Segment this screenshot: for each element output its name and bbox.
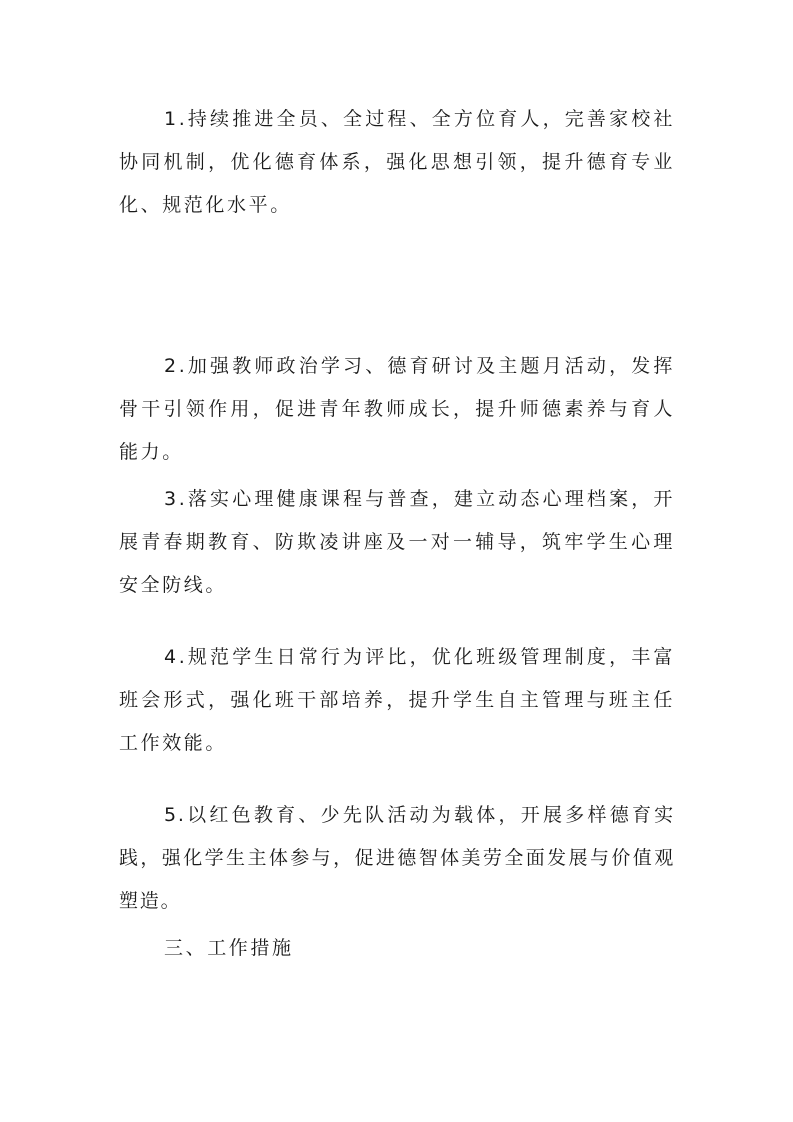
paragraph-goal-5: 5.以红色教育、少先队活动为载体，开展多样德育实践，强化学生主体参与，促进德智体美劳全面发展与价值观塑造。 (119, 804, 675, 912)
paragraph-goal-3: 3.落实心理健康课程与普查，建立动态心理档案，开展青春期教育、防欺凌讲座及一对一辅导，筑牢学生心理安全防线。 (119, 488, 675, 596)
paragraph-goal-4: 4.规范学生日常行为评比，优化班级管理制度，丰富班会形式，强化班干部培养，提升学生自主管理与班主任工作效能。 (119, 646, 675, 754)
paragraph-goal-1: 1.持续推进全员、全过程、全方位育人，完善家校社协同机制，优化德育体系，强化思想引领，提升德育专业化、规范化水平。 (119, 108, 675, 216)
section-heading: 三、工作措施 (164, 937, 294, 959)
paragraph-goal-2: 2.加强教师政治学习、德育研讨及主题月活动，发挥骨干引领作用，促进青年教师成长，提升师德素养与育人能力。 (119, 355, 675, 463)
